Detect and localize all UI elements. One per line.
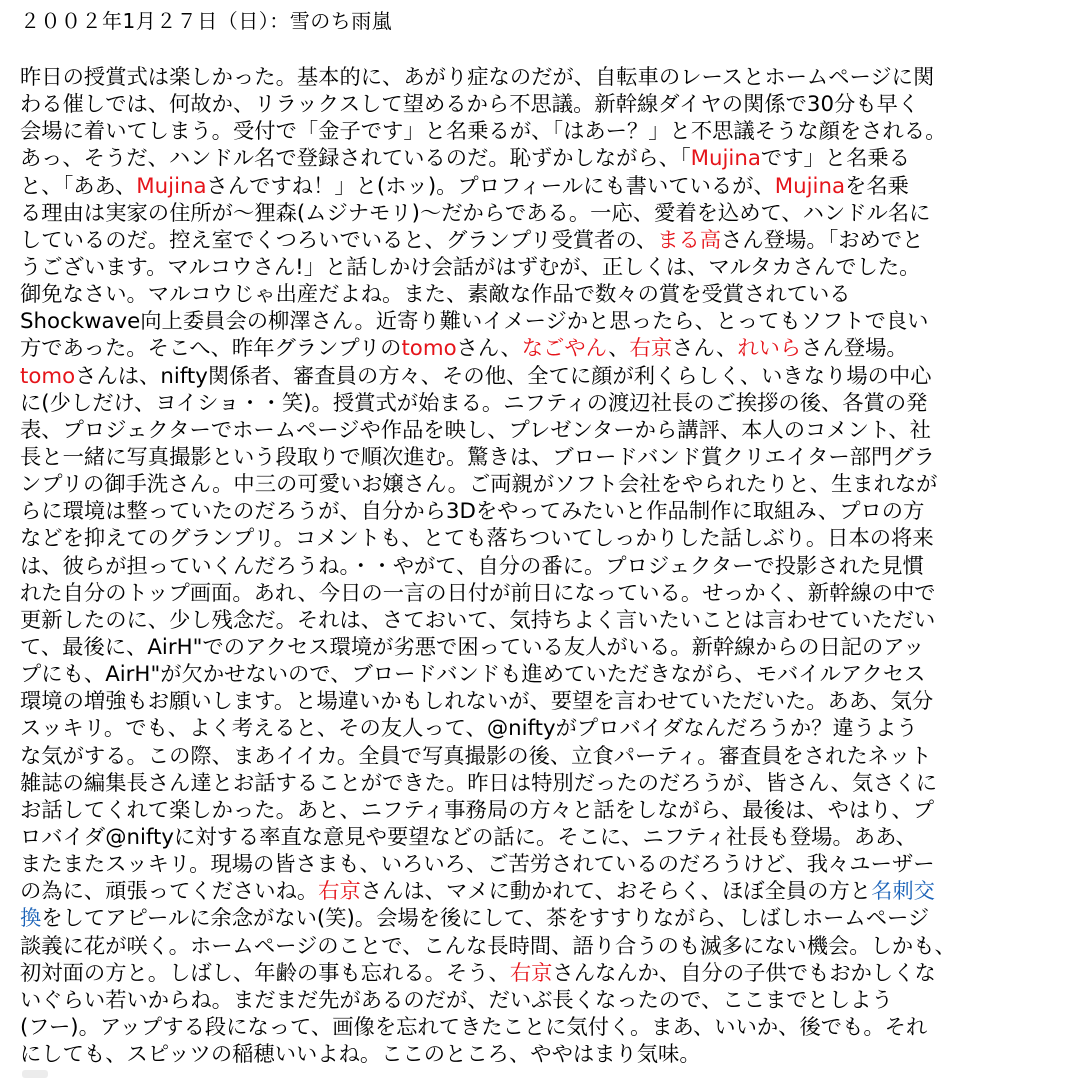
text-segment: は、彼らが担っていくんだろうね。・・やがて、自分の番に。プロジェクターで投影された見慣 — [20, 553, 924, 579]
entry-line — [20, 933, 1065, 960]
entry-line — [20, 498, 1065, 525]
entry-line — [20, 525, 1065, 552]
text-segment: さんは、マメに動かれて、おそらく、ほぼ全員の方と — [360, 879, 872, 905]
text-segment: またまたスッキリ。現場の皆さまも、いろいろ、ご苦労されているのだろうけど、我々ユーザー — [20, 852, 935, 878]
entry-line — [20, 308, 1065, 335]
corner-mark — [22, 1070, 48, 1078]
text-segment: る理由は実家の住所が～狸森(ムジナモリ)～だからである。一応、愛着を込めて、ハンドル名に — [20, 200, 931, 226]
text-segment: を名乗 — [845, 173, 909, 199]
handle-name: なごやん — [521, 336, 609, 362]
entry-line — [20, 173, 1065, 200]
entry-line — [20, 797, 1065, 824]
text-segment: と、「ああ、 — [20, 173, 137, 199]
text-segment: さんですね！」と(ホッ)。プロフィールにも書いているが、 — [206, 173, 775, 199]
handle-name: 右京 — [509, 960, 553, 986]
entry-line — [20, 118, 1065, 145]
text-segment: 談義に花が咲く。ホームページのことで、こんな長時間、語り合うのも滅多にない機会。しかも、 — [20, 933, 956, 959]
text-segment: に(少しだけ、ヨイショ・・笑)。授賞式が始まる。ニフティの渡辺社長のご挨拶の後、各賞の発 — [20, 390, 928, 416]
entry-line — [20, 281, 1065, 308]
text-segment: あっ、そうだ、ハンドル名で登録されているのだ。恥ずかしながら、「 — [20, 146, 691, 172]
entry-date-heading: ２００２年1月２７日（日）：雪のち雨嵐 — [20, 9, 393, 33]
entry-line — [20, 417, 1065, 444]
text-segment: 環境の増強もお願いします。と場違いかもしれないが、要望を言わせていただいた。ああ、気分 — [20, 689, 934, 715]
entry-line — [20, 64, 1065, 91]
meishi-link[interactable]: 換 — [20, 906, 42, 932]
entry-line — [20, 634, 1065, 661]
text-segment: 、 — [608, 336, 630, 362]
text-segment: さん登場。 — [801, 336, 908, 362]
entry-body — [20, 64, 1065, 1068]
text-segment: 表、プロジェクターでホームページや作品を映し、プレゼンターから講評、本人のコメント、社 — [20, 417, 931, 443]
entry-line — [20, 770, 1065, 797]
entry-line — [20, 1014, 1065, 1041]
text-segment: スッキリ。でも、よく考えると、その友人って、@niftyがプロバイダなんだろうか？違うよう — [20, 716, 918, 742]
entry-line — [20, 553, 1065, 580]
text-segment: 雑誌の編集長さん達とお話することができた。昨日は特別だったのだろうが、皆さん、気さくに — [20, 770, 938, 796]
text-segment: わる催しでは、何故か、リラックスして望めるから不思議。新幹線ダイヤの関係で30分も早く — [20, 92, 920, 118]
text-segment: て、最後に、AirH"でのアクセス環境が劣悪で困っている友人がいる。新幹線からの日記のアッ — [20, 634, 925, 660]
text-segment: Shockwave向上委員会の柳澤さん。近寄り難いイメージかと思ったら、とってもソフトで良い — [20, 309, 929, 335]
text-segment: さん、 — [456, 336, 522, 362]
text-segment: 御免なさい。マルコウじゃ出産だよね。また、素敵な作品で数々の賞を受賞されている — [20, 282, 851, 308]
entry-line — [20, 960, 1065, 987]
text-segment: れた自分のトップ画面。あれ、今日の一言の日付が前日になっている。せっかく、新幹線の中で — [20, 580, 936, 606]
entry-line — [20, 851, 1065, 878]
text-segment: プにも、AirH"が欠かせないので、ブロードバンドも進めていただきながら、モバイルアクセス — [20, 662, 926, 688]
handle-name: tomo — [401, 336, 457, 362]
text-segment: 昨日の授賞式は楽しかった。基本的に、あがり症なのだが、自転車のレースとホームページに関 — [20, 65, 935, 90]
entry-line — [20, 335, 1065, 362]
entry-line — [20, 254, 1065, 281]
text-segment: ンプリの御手洗さん。中三の可愛いお嬢さん。ご両親がソフト会社をやられたりと、生まれなが — [20, 472, 938, 498]
text-segment: 会場に着いてしまう。受付で「金子です」と名乗るが、「はあー？」と不思議そうな顔をされる。 — [20, 119, 947, 145]
text-segment: さんなんか、自分の子供でもおかしくな — [552, 960, 936, 986]
entry-line — [20, 580, 1065, 607]
handle-name: Mujina — [136, 173, 207, 199]
text-segment: しているのだ。控え室でくつろいでいると、グランプリ受賞者の、 — [20, 227, 658, 253]
entry-line — [20, 824, 1065, 851]
entry-line — [20, 227, 1065, 254]
entry-line — [20, 390, 1065, 417]
meishi-link[interactable]: 名刺交 — [871, 879, 935, 905]
text-segment: お話してくれて楽しかった。あと、ニフティ事務局の方々と話をしながら、最後は、やはり、プ — [20, 797, 935, 823]
text-segment: さん、 — [672, 336, 738, 362]
text-segment: さん登場。「おめでと — [721, 227, 924, 253]
handle-name: 右京 — [629, 336, 673, 362]
text-segment: (フー)。アップする段になって、画像を忘れてきたことに気付く。まあ、いいか、後でも。それ — [20, 1014, 928, 1040]
handle-name: Mujina — [690, 146, 761, 172]
handle-name: まる高 — [657, 227, 722, 253]
text-segment: ロバイダ@niftyに対する率直な意見や要望などの話に。そこに、ニフティ社長も登場。ああ、 — [20, 824, 917, 850]
text-segment: をしてアピールに余念がない(笑)。会場を後にして、茶をすすりながら、しばしホームページ — [41, 906, 930, 932]
text-segment: 長と一緒に写真撮影という段取りで順次進む。驚きは、ブロードバンド賞クリエイター部門グラ — [20, 444, 935, 470]
text-segment: 方であった。そこへ、昨年グランプリの — [20, 336, 402, 362]
entry-line — [20, 607, 1065, 634]
handle-name: Mujina — [774, 173, 846, 199]
entry-line — [20, 1041, 1065, 1068]
entry-line — [20, 444, 1065, 471]
entry-line — [20, 363, 1065, 390]
text-segment: にしても、スピッツの稲穂いいよね。ここのところ、ややはまり気味。 — [20, 1042, 701, 1068]
entry-line — [20, 91, 1065, 118]
entry-line — [20, 688, 1065, 715]
text-segment: な気がする。この際、まあイイカ。全員で写真撮影の後、立食パーティ。審査員をされたネット — [20, 743, 932, 769]
handle-name: れいら — [737, 336, 802, 362]
text-segment: 更新したのに、少し残念だ。それは、さておいて、気持ちよく言いたいことは言わせていただい — [20, 607, 936, 633]
handle-name: tomo — [20, 363, 76, 389]
entry-line — [20, 145, 1065, 172]
diary-entry — [20, 6, 1065, 1068]
handle-name: 右京 — [318, 879, 361, 905]
text-segment: の為に、頑張ってくださいね。 — [20, 879, 319, 905]
entry-line — [20, 905, 1065, 932]
entry-line — [20, 661, 1065, 688]
text-segment: らに環境は整っていたのだろうが、自分から3Dをやってみたいと作品制作に取組み、プロの方 — [20, 499, 925, 525]
entry-line — [20, 200, 1065, 227]
text-segment: いぐらい若いからね。まだまだ先があるのだが、だいぶ長くなったので、ここまでとしよう — [20, 987, 893, 1013]
entry-line — [20, 471, 1065, 498]
text-segment: です」と名乗る — [760, 146, 910, 172]
text-segment: などを抑えてのグランプリ。コメントも、とても落ちついてしっかりした話しぶり。日本の将来 — [20, 526, 934, 552]
entry-line — [20, 878, 1065, 905]
text-segment: さんは、nifty関係者、審査員の方々、その他、全てに顔が利くらしく、いきなり場の中心 — [75, 363, 932, 389]
entry-line — [20, 743, 1065, 770]
entry-line — [20, 715, 1065, 742]
entry-line — [20, 987, 1065, 1014]
text-segment: うございます。マルコウさん!」と話しかけ会話がはずむが、正しくは、マルタカさんでした。 — [20, 254, 921, 280]
text-segment: 初対面の方と。しばし、年齢の事も忘れる。そう、 — [20, 960, 510, 986]
